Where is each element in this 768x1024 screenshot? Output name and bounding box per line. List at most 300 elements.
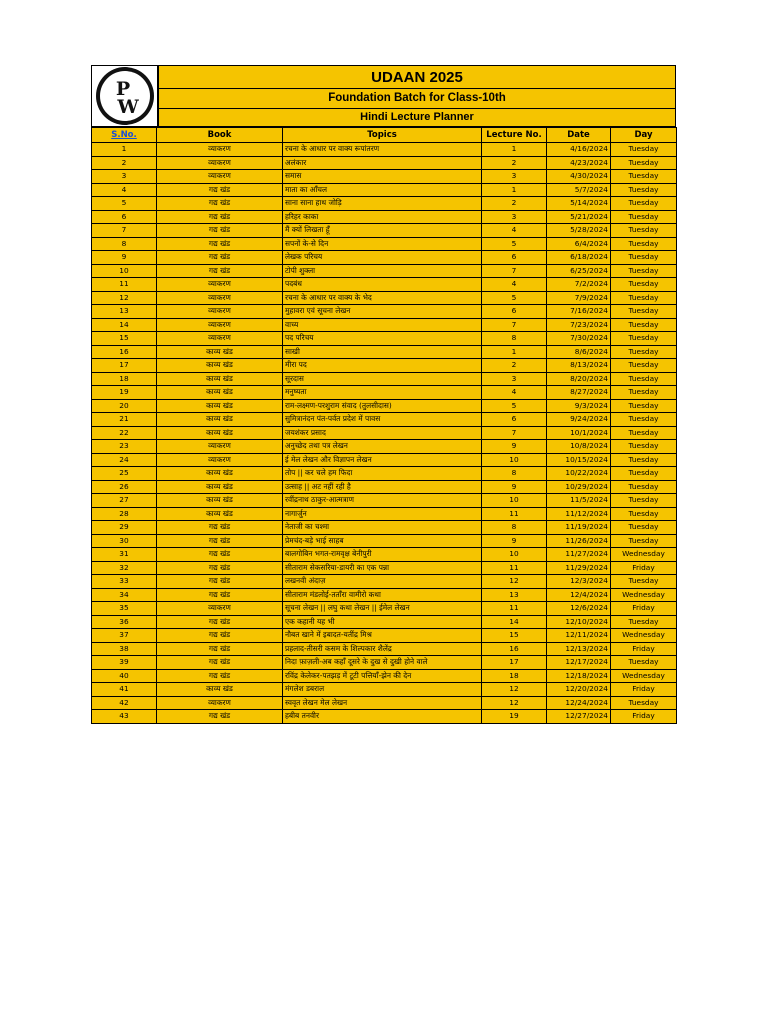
cell-sno: 1 [92, 143, 157, 157]
cell-book: काव्य खंड [157, 494, 283, 508]
cell-sno: 22 [92, 426, 157, 440]
cell-lecture-no: 10 [482, 453, 547, 467]
cell-topic: अलंकार [283, 156, 482, 170]
cell-book: काव्य खंड [157, 359, 283, 373]
cell-date: 6/18/2024 [547, 251, 611, 265]
cell-lecture-no: 3 [482, 210, 547, 224]
cell-topic: पदबंध [283, 278, 482, 292]
cell-topic: टोपी शुक्ला [283, 264, 482, 278]
cell-date: 10/15/2024 [547, 453, 611, 467]
cell-book: काव्य खंड [157, 372, 283, 386]
page-title: UDAAN 2025 [158, 65, 676, 89]
cell-date: 7/2/2024 [547, 278, 611, 292]
cell-day: Tuesday [611, 251, 677, 265]
cell-day: Tuesday [611, 359, 677, 373]
cell-book: व्याकरण [157, 170, 283, 184]
cell-topic: माता का आँचल [283, 183, 482, 197]
cell-sno: 10 [92, 264, 157, 278]
cell-day: Tuesday [611, 399, 677, 413]
cell-date: 12/13/2024 [547, 642, 611, 656]
cell-book: व्याकरण [157, 332, 283, 346]
cell-lecture-no: 9 [482, 440, 547, 454]
cell-book: गद्य खंड [157, 629, 283, 643]
cell-date: 11/29/2024 [547, 561, 611, 575]
cell-sno: 15 [92, 332, 157, 346]
cell-lecture-no: 2 [482, 156, 547, 170]
cell-book: गद्य खंड [157, 224, 283, 238]
batch-subtitle: Foundation Batch for Class-10th [158, 89, 676, 109]
table-row [92, 480, 677, 494]
cell-sno: 41 [92, 683, 157, 697]
table-row [92, 210, 677, 224]
cell-book: काव्य खंड [157, 386, 283, 400]
cell-lecture-no: 4 [482, 224, 547, 238]
cell-sno: 37 [92, 629, 157, 643]
table-row [92, 426, 677, 440]
cell-lecture-no: 5 [482, 291, 547, 305]
cell-sno: 13 [92, 305, 157, 319]
cell-lecture-no: 2 [482, 359, 547, 373]
cell-sno: 31 [92, 548, 157, 562]
cell-date: 11/5/2024 [547, 494, 611, 508]
cell-lecture-no: 11 [482, 507, 547, 521]
table-row [92, 143, 677, 157]
table-row [92, 318, 677, 332]
cell-day: Tuesday [611, 426, 677, 440]
table-row [92, 197, 677, 211]
cell-lecture-no: 8 [482, 467, 547, 481]
cell-day: Tuesday [611, 372, 677, 386]
table-row [92, 534, 677, 548]
cell-book: व्याकरण [157, 318, 283, 332]
cell-day: Friday [611, 710, 677, 724]
cell-lecture-no: 12 [482, 683, 547, 697]
table-row [92, 183, 677, 197]
cell-book: गद्य खंड [157, 548, 283, 562]
table-row [92, 156, 677, 170]
cell-topic: साखी [283, 345, 482, 359]
cell-topic: लखनवी अंदाज़ [283, 575, 482, 589]
cell-date: 5/7/2024 [547, 183, 611, 197]
cell-day: Tuesday [611, 305, 677, 319]
cell-date: 12/11/2024 [547, 629, 611, 643]
cell-day: Tuesday [611, 156, 677, 170]
cell-sno: 16 [92, 345, 157, 359]
cell-sno: 42 [92, 696, 157, 710]
cell-lecture-no: 4 [482, 386, 547, 400]
cell-book: व्याकरण [157, 602, 283, 616]
cell-day: Tuesday [611, 656, 677, 670]
cell-lecture-no: 5 [482, 399, 547, 413]
cell-book: काव्य खंड [157, 507, 283, 521]
cell-topic: सपनों के-से दिन [283, 237, 482, 251]
cell-book: काव्य खंड [157, 683, 283, 697]
cell-day: Tuesday [611, 264, 677, 278]
cell-lecture-no: 8 [482, 332, 547, 346]
cell-book: व्याकरण [157, 291, 283, 305]
cell-topic: एक कहानी यह भी [283, 615, 482, 629]
table-row [92, 710, 677, 724]
cell-topic: रचना के आधार पर वाक्य के भेद [283, 291, 482, 305]
cell-book: गद्य खंड [157, 710, 283, 724]
cell-lecture-no: 6 [482, 251, 547, 265]
cell-topic: सीताराम सेकसरिया-डायरी का एक पन्ना [283, 561, 482, 575]
cell-book: गद्य खंड [157, 237, 283, 251]
cell-book: व्याकरण [157, 143, 283, 157]
cell-date: 5/14/2024 [547, 197, 611, 211]
lecture-table [91, 127, 677, 724]
table-row [92, 359, 677, 373]
cell-book: गद्य खंड [157, 575, 283, 589]
cell-topic: मुहावरा एवं सूचना लेखन [283, 305, 482, 319]
cell-day: Tuesday [611, 507, 677, 521]
table-row [92, 548, 677, 562]
cell-day: Tuesday [611, 386, 677, 400]
cell-lecture-no: 19 [482, 710, 547, 724]
cell-book: गद्य खंड [157, 561, 283, 575]
cell-day: Wednesday [611, 588, 677, 602]
cell-sno: 28 [92, 507, 157, 521]
cell-lecture-no: 8 [482, 521, 547, 535]
cell-book: व्याकरण [157, 440, 283, 454]
cell-topic: नागार्जुन [283, 507, 482, 521]
table-row [92, 588, 677, 602]
cell-lecture-no: 9 [482, 534, 547, 548]
cell-lecture-no: 9 [482, 480, 547, 494]
cell-day: Wednesday [611, 669, 677, 683]
cell-book: काव्य खंड [157, 467, 283, 481]
column-header-book: Book [157, 128, 283, 143]
cell-book: व्याकरण [157, 453, 283, 467]
table-row [92, 291, 677, 305]
column-header-day: Day [611, 128, 677, 143]
cell-topic: सूरदास [283, 372, 482, 386]
cell-topic: सूचना लेखन || लघु कथा लेखन || ईमेल लेखन [283, 602, 482, 616]
cell-topic: पद परिचय [283, 332, 482, 346]
cell-book: व्याकरण [157, 156, 283, 170]
cell-day: Tuesday [611, 291, 677, 305]
cell-lecture-no: 12 [482, 575, 547, 589]
cell-topic: लेखक परिचय [283, 251, 482, 265]
cell-sno: 24 [92, 453, 157, 467]
cell-lecture-no: 17 [482, 656, 547, 670]
table-row [92, 251, 677, 265]
cell-book: काव्य खंड [157, 399, 283, 413]
cell-book: गद्य खंड [157, 264, 283, 278]
cell-date: 12/4/2024 [547, 588, 611, 602]
cell-date: 10/8/2024 [547, 440, 611, 454]
cell-day: Tuesday [611, 534, 677, 548]
cell-book: गद्य खंड [157, 210, 283, 224]
table-row [92, 467, 677, 481]
cell-date: 11/26/2024 [547, 534, 611, 548]
cell-topic: मीरा पद [283, 359, 482, 373]
table-row [92, 696, 677, 710]
cell-topic: साना साना हाथ जोड़ि [283, 197, 482, 211]
cell-topic: मंगलेश डबराल [283, 683, 482, 697]
table-row [92, 602, 677, 616]
cell-date: 8/27/2024 [547, 386, 611, 400]
cell-day: Tuesday [611, 440, 677, 454]
cell-date: 5/21/2024 [547, 210, 611, 224]
cell-day: Friday [611, 683, 677, 697]
table-row [92, 345, 677, 359]
column-header-topics: Topics [283, 128, 482, 143]
cell-date: 12/3/2024 [547, 575, 611, 589]
cell-sno: 6 [92, 210, 157, 224]
cell-day: Tuesday [611, 278, 677, 292]
cell-day: Tuesday [611, 696, 677, 710]
cell-lecture-no: 5 [482, 237, 547, 251]
cell-topic: उत्साह || अट नहीं रही है [283, 480, 482, 494]
table-row [92, 615, 677, 629]
cell-sno: 27 [92, 494, 157, 508]
cell-sno: 33 [92, 575, 157, 589]
cell-lecture-no: 15 [482, 629, 547, 643]
cell-day: Tuesday [611, 197, 677, 211]
cell-book: गद्य खंड [157, 656, 283, 670]
svg-text:P: P [115, 78, 130, 100]
cell-date: 10/22/2024 [547, 467, 611, 481]
cell-topic: प्रहलाद-तीसरी कसम के शिल्पकार शैलेंद्र [283, 642, 482, 656]
cell-date: 7/30/2024 [547, 332, 611, 346]
table-row [92, 264, 677, 278]
cell-date: 12/18/2024 [547, 669, 611, 683]
cell-lecture-no: 13 [482, 588, 547, 602]
cell-book: गद्य खंड [157, 251, 283, 265]
cell-topic: अनुच्छेद तथा पत्र लेखन [283, 440, 482, 454]
cell-sno: 40 [92, 669, 157, 683]
cell-book: गद्य खंड [157, 642, 283, 656]
cell-book: व्याकरण [157, 278, 283, 292]
column-header-sno[interactable]: S.No. [92, 128, 157, 143]
cell-date: 11/12/2024 [547, 507, 611, 521]
cell-date: 4/16/2024 [547, 143, 611, 157]
cell-date: 8/20/2024 [547, 372, 611, 386]
cell-sno: 18 [92, 372, 157, 386]
column-header-date: Date [547, 128, 611, 143]
cell-sno: 7 [92, 224, 157, 238]
cell-lecture-no: 11 [482, 561, 547, 575]
cell-book: व्याकरण [157, 305, 283, 319]
cell-date: 8/13/2024 [547, 359, 611, 373]
cell-sno: 32 [92, 561, 157, 575]
cell-lecture-no: 1 [482, 183, 547, 197]
table-row [92, 332, 677, 346]
table-row [92, 237, 677, 251]
cell-book: गद्य खंड [157, 197, 283, 211]
cell-sno: 21 [92, 413, 157, 427]
cell-date: 7/16/2024 [547, 305, 611, 319]
cell-day: Friday [611, 602, 677, 616]
cell-lecture-no: 1 [482, 345, 547, 359]
cell-sno: 11 [92, 278, 157, 292]
cell-date: 9/3/2024 [547, 399, 611, 413]
cell-day: Tuesday [611, 413, 677, 427]
cell-topic: ई मेल लेखन और विज्ञापन लेखन [283, 453, 482, 467]
cell-day: Tuesday [611, 345, 677, 359]
cell-sno: 5 [92, 197, 157, 211]
table-header-row [92, 128, 677, 143]
table-row [92, 669, 677, 683]
cell-topic: रविंद्र केलेकर-पतझड़ में टूटी पत्तियाँ-झेन की देन [283, 669, 482, 683]
cell-day: Tuesday [611, 318, 677, 332]
cell-book: काव्य खंड [157, 345, 283, 359]
cell-topic: समास [283, 170, 482, 184]
cell-lecture-no: 3 [482, 372, 547, 386]
cell-day: Tuesday [611, 521, 677, 535]
table-row [92, 561, 677, 575]
cell-day: Tuesday [611, 237, 677, 251]
cell-sno: 25 [92, 467, 157, 481]
cell-sno: 26 [92, 480, 157, 494]
cell-book: गद्य खंड [157, 669, 283, 683]
cell-topic: मनुष्यता [283, 386, 482, 400]
cell-day: Wednesday [611, 548, 677, 562]
cell-date: 12/10/2024 [547, 615, 611, 629]
cell-lecture-no: 2 [482, 197, 547, 211]
cell-sno: 30 [92, 534, 157, 548]
cell-sno: 20 [92, 399, 157, 413]
cell-date: 8/6/2024 [547, 345, 611, 359]
cell-topic: राम-लक्ष्मण-परशुराम संवाद (तुलसीदास) [283, 399, 482, 413]
cell-date: 9/24/2024 [547, 413, 611, 427]
cell-lecture-no: 6 [482, 413, 547, 427]
cell-date: 4/23/2024 [547, 156, 611, 170]
cell-sno: 35 [92, 602, 157, 616]
cell-sno: 34 [92, 588, 157, 602]
table-row [92, 170, 677, 184]
cell-date: 12/27/2024 [547, 710, 611, 724]
cell-date: 4/30/2024 [547, 170, 611, 184]
cell-day: Tuesday [611, 467, 677, 481]
cell-topic: नौबत खाने में इबादत-यतींद्र मिश्र [283, 629, 482, 643]
cell-topic: स्ववृत लेखन मेल लेखन [283, 696, 482, 710]
cell-topic: तोप || कर चले हम फिदा [283, 467, 482, 481]
cell-lecture-no: 10 [482, 548, 547, 562]
cell-date: 10/29/2024 [547, 480, 611, 494]
cell-book: गद्य खंड [157, 588, 283, 602]
cell-sno: 36 [92, 615, 157, 629]
cell-lecture-no: 4 [482, 278, 547, 292]
cell-date: 5/28/2024 [547, 224, 611, 238]
cell-topic: हबीब तनवीर [283, 710, 482, 724]
cell-lecture-no: 12 [482, 696, 547, 710]
cell-sno: 19 [92, 386, 157, 400]
cell-date: 6/4/2024 [547, 237, 611, 251]
table-row [92, 224, 677, 238]
cell-date: 7/23/2024 [547, 318, 611, 332]
cell-topic: वाच्य [283, 318, 482, 332]
table-row [92, 399, 677, 413]
table-row [92, 521, 677, 535]
table-row [92, 372, 677, 386]
cell-lecture-no: 3 [482, 170, 547, 184]
cell-topic: प्रेमचंद-बड़े भाई साहब [283, 534, 482, 548]
cell-book: काव्य खंड [157, 426, 283, 440]
table-row [92, 440, 677, 454]
cell-sno: 14 [92, 318, 157, 332]
cell-date: 12/24/2024 [547, 696, 611, 710]
table-row [92, 629, 677, 643]
cell-lecture-no: 7 [482, 426, 547, 440]
cell-day: Tuesday [611, 170, 677, 184]
cell-day: Tuesday [611, 183, 677, 197]
table-row [92, 683, 677, 697]
cell-date: 11/19/2024 [547, 521, 611, 535]
cell-sno: 38 [92, 642, 157, 656]
svg-text:W: W [116, 96, 139, 118]
table-row [92, 413, 677, 427]
cell-day: Tuesday [611, 210, 677, 224]
cell-day: Tuesday [611, 332, 677, 346]
table-row [92, 507, 677, 521]
pw-logo-icon [93, 66, 157, 126]
table-row [92, 575, 677, 589]
cell-sno: 4 [92, 183, 157, 197]
table-row [92, 386, 677, 400]
cell-topic: हरिहर काका [283, 210, 482, 224]
cell-topic: निदा फ़ाज़ली-अब कहाँ दूसरे के दुख से दुखी होने वाले [283, 656, 482, 670]
cell-book: गद्य खंड [157, 521, 283, 535]
cell-day: Wednesday [611, 629, 677, 643]
cell-book: गद्य खंड [157, 534, 283, 548]
cell-topic: नेताजी का चश्मा [283, 521, 482, 535]
cell-lecture-no: 14 [482, 615, 547, 629]
table-row [92, 494, 677, 508]
planner-title: Hindi Lecture Planner [158, 109, 676, 127]
column-header-lecture-no: Lecture No. [482, 128, 547, 143]
cell-topic: रचना के आधार पर वाक्य रूपांतरण [283, 143, 482, 157]
cell-sno: 9 [92, 251, 157, 265]
cell-day: Tuesday [611, 143, 677, 157]
cell-lecture-no: 6 [482, 305, 547, 319]
cell-book: काव्य खंड [157, 480, 283, 494]
cell-date: 6/25/2024 [547, 264, 611, 278]
cell-date: 7/9/2024 [547, 291, 611, 305]
cell-lecture-no: 7 [482, 318, 547, 332]
cell-date: 11/27/2024 [547, 548, 611, 562]
cell-sno: 3 [92, 170, 157, 184]
cell-date: 10/1/2024 [547, 426, 611, 440]
cell-day: Friday [611, 642, 677, 656]
cell-date: 12/17/2024 [547, 656, 611, 670]
table-row [92, 453, 677, 467]
cell-topic: बालगोबिन भगत-रामवृक्ष बेनीपुरी [283, 548, 482, 562]
cell-sno: 2 [92, 156, 157, 170]
cell-topic: सीताराम मंडलोई-तताँरा वामीरो कथा [283, 588, 482, 602]
cell-day: Tuesday [611, 453, 677, 467]
cell-day: Tuesday [611, 615, 677, 629]
cell-book: गद्य खंड [157, 183, 283, 197]
cell-book: काव्य खंड [157, 413, 283, 427]
cell-sno: 29 [92, 521, 157, 535]
cell-sno: 39 [92, 656, 157, 670]
cell-day: Tuesday [611, 575, 677, 589]
cell-topic: मैं क्यों लिखता हूँ [283, 224, 482, 238]
pw-logo [91, 65, 158, 127]
cell-day: Tuesday [611, 494, 677, 508]
cell-topic: सुमित्रानंदन पंत-पर्वत प्रदेश में पावस [283, 413, 482, 427]
cell-sno: 43 [92, 710, 157, 724]
cell-day: Tuesday [611, 480, 677, 494]
cell-topic: जयशंकर प्रसाद [283, 426, 482, 440]
cell-lecture-no: 16 [482, 642, 547, 656]
cell-date: 12/6/2024 [547, 602, 611, 616]
table-row [92, 278, 677, 292]
table-row [92, 642, 677, 656]
cell-sno: 8 [92, 237, 157, 251]
